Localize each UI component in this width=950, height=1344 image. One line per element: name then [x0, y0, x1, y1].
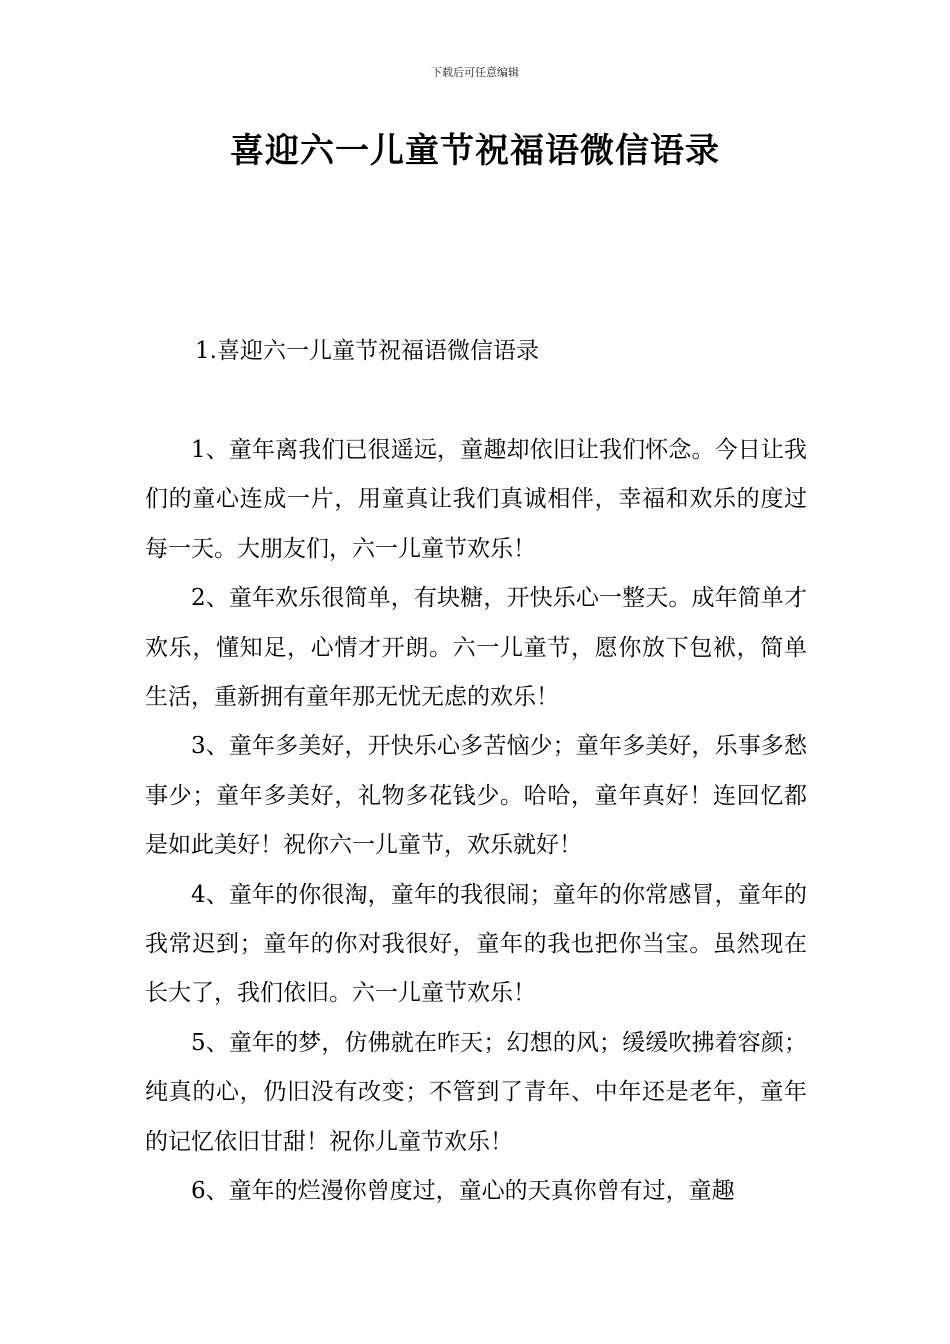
document-body — [145, 426, 807, 1217]
section-heading: 1.喜迎六一儿童节祝福语微信语录 — [195, 338, 539, 364]
paragraph: 4、童年的你很淘，童年的我很闹；童年的你常感冒，童年的我常迟到；童年的你对我很好，童年的我也把你当宝。虽然现在长大了，我们依旧。六一儿童节欢乐！ — [145, 881, 807, 1007]
paragraph: 3、童年多美好，开快乐心多苦恼少；童年多美好，乐事多愁事少；童年多美好，礼物多花钱少。哈哈，童年真好！连回忆都是如此美好！祝你六一儿童节，欢乐就好！ — [145, 733, 807, 859]
paragraph: 1、童年离我们已很遥远，童趣却依旧让我们怀念。今日让我们的童心连成一片，用童真让我们真诚相伴，幸福和欢乐的度过每一天。大朋友们，六一儿童节欢乐！ — [145, 437, 807, 562]
paragraph: 2、童年欢乐很简单，有块糖，开快乐心一整天。成年简单才欢乐，懂知足，心情才开朗。六一儿童节，愿你放下包袱，简单生活，重新拥有童年那无忧无虑的欢乐！ — [145, 585, 807, 711]
header-note: 下载后可任意编辑 — [431, 66, 519, 79]
paragraph: 5、童年的梦，仿佛就在昨天；幻想的风；缓缓吹拂着容颜；纯真的心，仍旧没有改变；不管到了青年、中年还是老年，童年的记忆依旧甘甜！祝你儿童节欢乐！ — [145, 1029, 807, 1155]
document-title: 喜迎六一儿童节祝福语微信语录 — [230, 131, 720, 171]
paragraph: 6、童年的烂漫你曾度过，童心的天真你曾有过，童趣 — [191, 1178, 735, 1205]
